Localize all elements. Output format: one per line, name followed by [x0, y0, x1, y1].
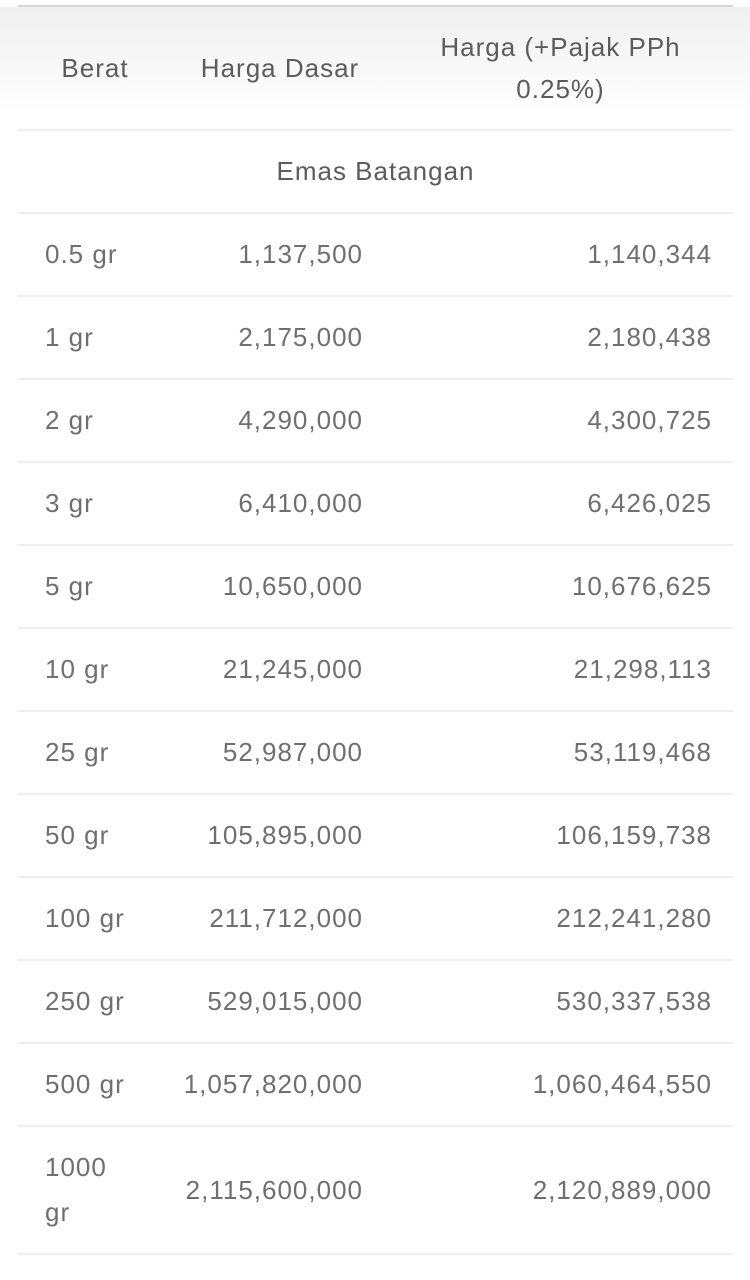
table-row: [18, 296, 733, 379]
table-row: [18, 877, 733, 960]
cell-harga-pajak: 21,298,113: [573, 654, 712, 684]
cell-harga-pajak: 212,241,280: [556, 903, 712, 933]
header-berat: Berat: [61, 53, 129, 83]
cell-berat: 1000 gr: [45, 1152, 107, 1227]
cell-harga-pajak: 10,676,625: [571, 571, 712, 601]
cell-berat: 25 gr: [45, 737, 110, 767]
table-row: [18, 213, 733, 296]
section-row: [18, 130, 733, 213]
table-row: [18, 1043, 733, 1126]
cell-harga-pajak: 53,119,468: [573, 737, 712, 767]
cell-harga-dasar: 4,290,000: [238, 405, 363, 435]
cell-harga-dasar: 21,245,000: [222, 654, 363, 684]
cell-berat: 50 gr: [45, 820, 110, 850]
cell-berat: 10 gr: [45, 654, 110, 684]
table-row: [18, 379, 733, 462]
cell-harga-pajak: 106,159,738: [556, 820, 712, 850]
cell-berat: 2 gr: [45, 405, 94, 435]
cell-harga-dasar: 211,712,000: [209, 903, 363, 933]
cell-harga-dasar: 529,015,000: [207, 986, 363, 1016]
cell-harga-pajak: 6,426,025: [587, 488, 712, 518]
cell-berat: 0.5 gr: [45, 239, 118, 269]
cell-harga-pajak: 2,180,438: [587, 322, 712, 352]
cell-berat: 3 gr: [45, 488, 94, 518]
cell-berat: 250 gr: [45, 986, 125, 1016]
cell-harga-dasar: 10,650,000: [222, 571, 363, 601]
cell-harga-dasar: 6,410,000: [238, 488, 363, 518]
table-row: [18, 1126, 733, 1254]
section-title: Emas Batangan: [276, 156, 475, 186]
cell-harga-dasar: 1,137,500: [238, 239, 363, 269]
table-row: [18, 960, 733, 1043]
cell-harga-pajak: 2,120,889,000: [532, 1174, 712, 1205]
cell-harga-dasar: 52,987,000: [222, 737, 363, 767]
cell-harga-dasar: 1,057,820,000: [183, 1069, 363, 1099]
table-row: [18, 794, 733, 877]
cell-berat: 100 gr: [45, 903, 125, 933]
cell-harga-dasar: 105,895,000: [207, 820, 363, 850]
cell-berat: 1 gr: [45, 322, 94, 352]
table-row: [18, 545, 733, 628]
table-row: [18, 462, 733, 545]
table-row: [18, 628, 733, 711]
cell-berat: 500 gr: [45, 1069, 125, 1099]
table-row: [18, 711, 733, 794]
cell-harga-pajak: 1,060,464,550: [532, 1069, 712, 1099]
cell-berat: 5 gr: [45, 571, 94, 601]
cell-harga-pajak: 530,337,538: [556, 986, 712, 1016]
price-table-body: [18, 213, 733, 1254]
gold-price-table: [18, 5, 733, 1255]
table-header: [18, 6, 733, 130]
cell-harga-dasar: 2,175,000: [238, 322, 363, 352]
header-row: [18, 6, 733, 130]
cell-harga-pajak: 4,300,725: [587, 405, 712, 435]
header-harga-dasar: Harga Dasar: [200, 53, 360, 83]
cell-harga-pajak: 1,140,344: [587, 239, 712, 269]
header-harga-pajak: Harga (+Pajak PPh 0.25%): [440, 32, 681, 104]
cell-harga-dasar: 2,115,600,000: [185, 1174, 363, 1205]
